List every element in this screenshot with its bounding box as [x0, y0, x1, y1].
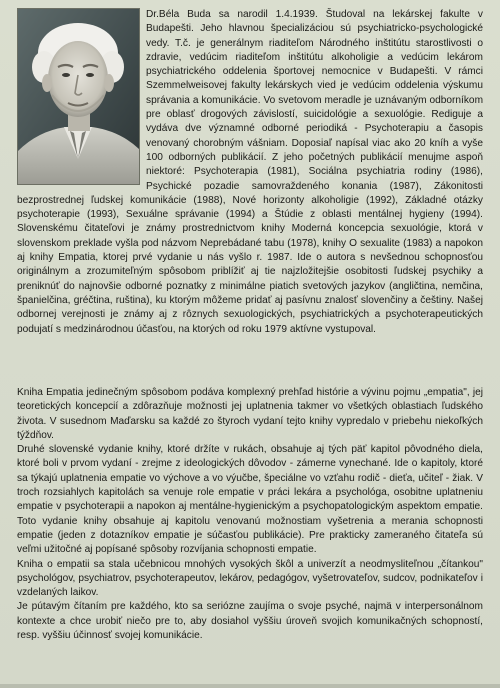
book-description-paragraph: Kniha o empatii sa stala učebnicou mnohých vysokých škôl a univerzít a neodmysliteľnou „čítankou" psychológov, psychiatrov, psychoterapeutov, lekárov, pedagógov, vyšetrovateľov, sudcov, podnikateľov i vzdelaných laikov.: [17, 558, 483, 599]
author-biography-text: Dr.Béla Buda sa narodil 1.4.1939. Študoval na lekárskej fakulte v Budapešti. Jeho hlavnou špecializáciou sú psychiatricko-psychologické vedy. T.č. je generálnym riaditeľom Národného inštitútu starostlivosti o zdravie, vedúcim riaditeľom inštitútu alkoholigie a vedúcim lekárom psychiatrického oddelenia športovej nemocnice v Budapešti. V rámci Szemmelweisovej fakulty lekárskych vied je vedúcim oddelenia výskumu správania a komunikácie. Vo svetovom meradle je uznávaným odborníkom pre oblasť drogových závislostí, suicidológie a sexuológie. Rediguje a vydáva dve významné odborné periodiká - Psychoterapiu a časopis venovaný chorobným vášniam. Doposiaľ napísal viac ako 20 kníh a vyše 100 odborných publikácií. Z jeho početných publikácií menujme aspoň niektoré: Psychoterapia (1981), Sociálna psychiatria rodiny (1986), Psychické pozadie samovraždeného konania (1987), Zákonitosti bezprostrednej ľudskej komunikácie (1988), Nové horizonty alkoholigie (1992), Základné otázky psychoterapie (1993), Sexuálne správanie (1994) a Štúdie z oblasti mentálnej hygieny (1994). Slovenskému čitateľovi je známy prostrednictvom knihy Moderná koncepcia sexuológie, ktorá v slovenskom preklade vyšla pod názvom Neprebádané tabu (1978), knihy O sexualite (1983) a napokon aj knihy Empatia, ktorej prvé vydanie u nás vyšlo r. 1987. Ide o autora s nevšednou schopnosťou originálnym a zrozumiteľným spôsobom priblížiť aj tie najzložitejšie osobitosti ľudskej psychiky a preniknúť do najnovšie odborné poznatky z minimálne piatich svetových jazykov (angličtina, nemčina, španielčina, gréčtina, ruština), ku ktorým môžeme pridať aj pasívnu znalosť slovenčiny a češtiny. Našej odbornej verejnosti je známy aj z rôznych sexuologických, psychiatrických a psychoterapeutických podujatí s medzinárodnou účasťou, na ktorých od roku 1979 aktívne vystupoval.: [17, 9, 483, 335]
book-description-paragraph: Druhé slovenské vydanie knihy, ktoré držíte v rukách, obsahuje aj tých päť kapitol pôvodného diela, ktoré boli v prvom vydaní - zrejme z ideologických dôvodov - zámerne vynechané. Ide o kapitoly, ktoré sa týkajú uplatnenia empatie vo výchove a vo výučbe, špeciálne vo vzťahu rodič - dieťa, učiteľ - žiak. V troch rozsiahlych kapitolách sa venuje role empatie v práci lekára a psychológa, osobitne uplatneniu empatie v psychoterapii a napokon aj mentálne-hygienickým a psychopatologickým aspektom empatie. Toto vydanie knihy obsahuje aj kapitolu venovanú možnostiam vyšetrenia a merania schopnosti empatie (jeden z dotazníkov empatie je súčasťou publikácie). Pre prakticky zameraného čitateľa sú veľmi užitočné aj popísané spôsoby rozvíjania schopnosti empatie.: [17, 444, 483, 556]
book-description-paragraph: Je pútavým čítaním pre každého, kto sa seriózne zaujíma o svoje psyché, najmä v interpersonálnom kontexte a chce urobiť niečo pre to, aby dosiahol vyššiu úroveň svojich komunikačných schopností, resp. vyššiu účinnosť svojej komunikácie.: [17, 601, 483, 642]
bottom-edge: [0, 684, 500, 688]
book-description: [17, 386, 483, 643]
book-description-paragraph: Kniha Empatia jedinečným spôsobom podáva komplexný prehľad histórie a vývinu pojmu „empatia", jej teoretických koncepcií a zdôrazňuje možnosti jej uplatnenia takmer vo všetkých oblastiach ľudského života. V susednom Maďarsku sa každé zo štyroch vydaní tejto knihy vypredalo v priebehu niekoľkých týždňov.: [17, 387, 483, 441]
author-biography: [17, 8, 483, 337]
photo-spacer: [17, 8, 146, 185]
